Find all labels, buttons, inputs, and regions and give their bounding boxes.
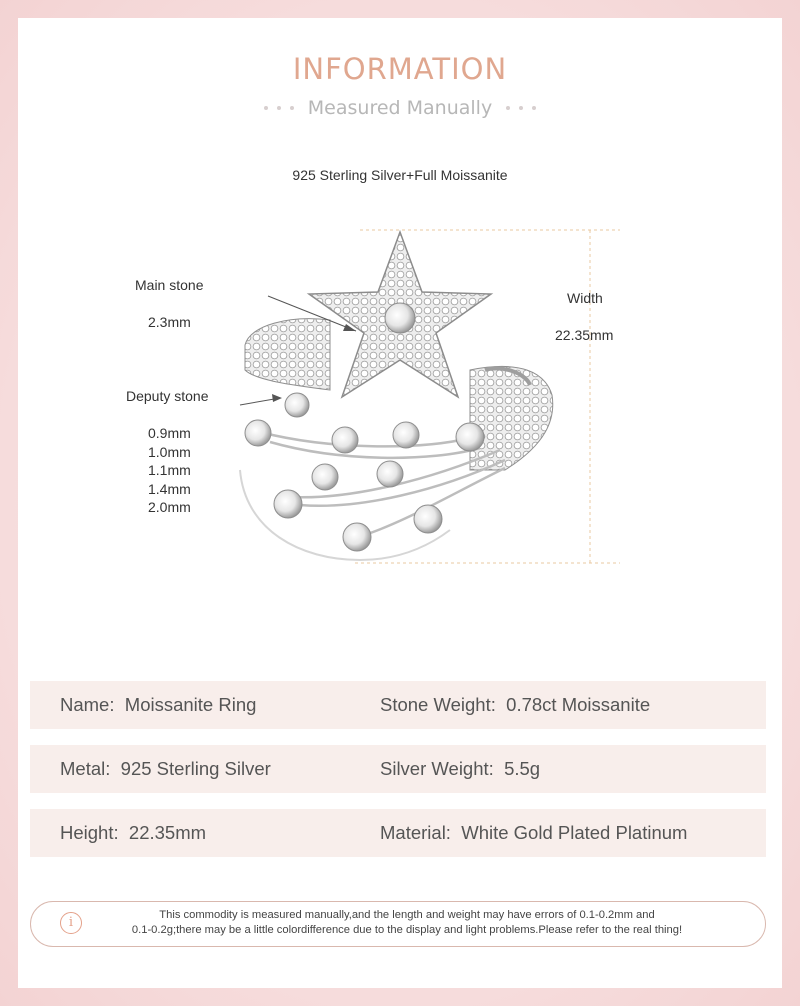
disclaimer-notice	[30, 901, 766, 947]
deputy-stone-sizes	[148, 424, 191, 517]
disclaimer-text	[87, 908, 727, 938]
spec-label: Material:	[380, 822, 451, 843]
ring-band-right	[470, 366, 553, 470]
spec-value: 22.35mm	[128, 822, 207, 843]
info-icon: i	[60, 912, 82, 934]
spec-value: 0.78ct Moissanite	[506, 694, 651, 715]
page-title: INFORMATION	[292, 52, 508, 86]
ring-band-left	[245, 319, 330, 390]
main-stone-label: Main stone	[135, 277, 204, 293]
deputy-stones	[245, 393, 484, 551]
spec-value: 925 Sterling Silver	[120, 758, 271, 779]
main-stone-size: 2.3mm	[148, 314, 191, 330]
spec-row	[30, 681, 766, 729]
spec-label: Height:	[60, 822, 119, 843]
width-label: Width	[567, 290, 603, 306]
deputy-size-2: 1.0mm	[148, 443, 191, 460]
deputy-size-1: 0.9mm	[148, 425, 191, 441]
spec-row	[30, 745, 766, 793]
disclaimer-line-2: 0.1-0.2g;there may be a little colordifference due to the display and light problems.Please refer to the real thing!	[131, 924, 683, 936]
spec-label: Metal:	[60, 758, 111, 779]
deputy-stone-pointer-arrow	[272, 394, 282, 402]
spec-label: Silver Weight:	[380, 758, 494, 779]
deputy-stone-label: Deputy stone	[126, 388, 209, 404]
spec-value: Moissanite Ring	[124, 694, 257, 715]
spec-label: Stone Weight:	[380, 694, 496, 715]
material-description: 925 Sterling Silver+Full Moissanite	[292, 167, 508, 183]
star-center-stone	[385, 303, 415, 333]
deputy-size-3: 1.1mm	[148, 462, 191, 478]
spec-row	[30, 809, 766, 857]
disclaimer-line-1: This commodity is measured manually,and the length and weight may have errors of 0.1-0.2mm and	[159, 909, 655, 921]
deputy-size-4: 1.4mm	[148, 480, 191, 497]
page-subtitle: Measured Manually	[307, 97, 493, 119]
width-value: 22.35mm	[555, 327, 614, 343]
spec-value: White Gold Plated Platinum	[461, 822, 688, 843]
deputy-size-5: 2.0mm	[148, 499, 191, 515]
spec-label: Name:	[60, 694, 115, 715]
spec-value: 5.5g	[504, 758, 541, 779]
